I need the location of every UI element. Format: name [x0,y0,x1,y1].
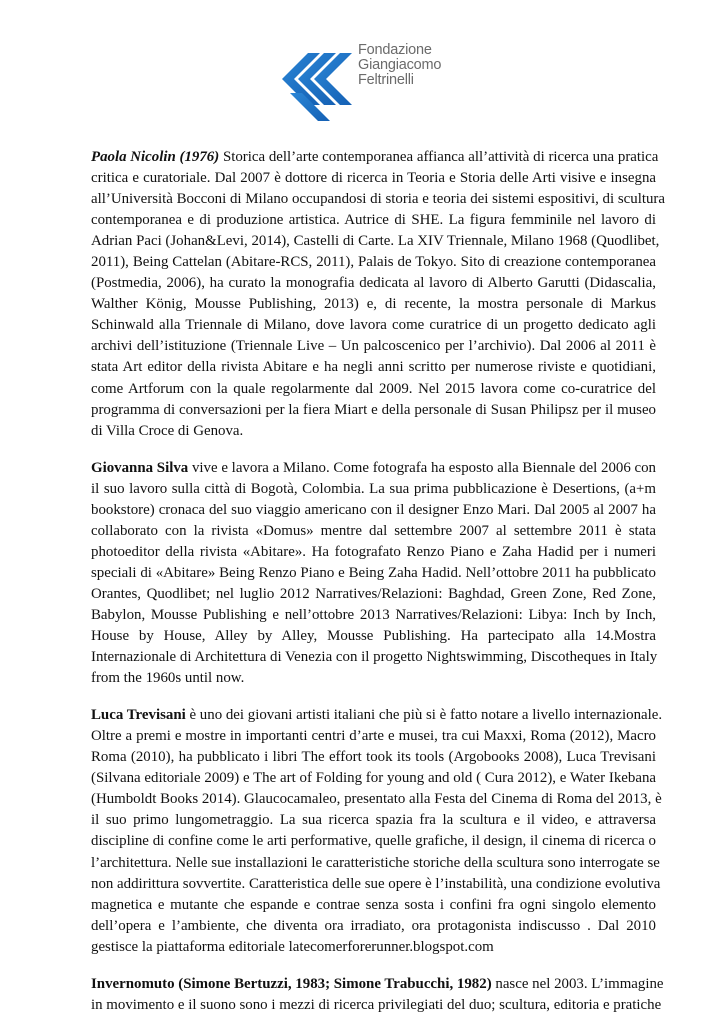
bio-paragraph [91,458,656,690]
line-text: come Artforum con la quale regolarmente dal 2009. Nel 2015 lavora come co-curatrice del [91,380,656,397]
line-text: nasce nel 2003. L’immagine [491,975,664,992]
text-line [91,252,656,273]
document-body [91,147,665,1032]
text-line [91,895,656,916]
foundation-logo [268,37,468,127]
logo-line-3: Feltrinelli [358,72,414,88]
line-text: contemporanea e di produzione artistica. Autrice di SHE. La figura femminile nel lavoro di [91,212,656,229]
line-text: l’architettura. Nelle sue installazioni le caratteristiche storiche della scultura sono interrogate se [91,854,660,871]
logo-line-2: Giangiacomo [358,57,442,73]
text-line [91,789,662,810]
line-text: stata Art editor della rivista Abitare e ha negli anni scritto per numerose riviste e quotidiani, [91,359,656,376]
line-text: il suo lavoro sulla città di Bogotà, Colombia. La sua prima pubblicazione è Desertions, (a+m [91,480,656,497]
line-text: all’Università Bocconi di Milano occupandosi di storia e teoria dei sistemi espositivi, di scultura [91,191,665,208]
text-line [91,147,659,168]
line-text: photoeditor della rivista «Abitare». Ha fotografato Renzo Piano e Zaha Hadid per i numeri [91,543,656,560]
text-line [91,210,656,231]
text-line [91,379,656,400]
line-text: Oltre a premi e mostre in importanti centri d’arte e musei, tra cui Maxxi, Roma (2012), Macro [91,728,656,745]
text-line [91,726,656,747]
line-text: programma di conversazioni per la fiera Miart e della personale di Susan Philipsz per il museo [91,401,656,418]
line-text: from the 1960s until now. [91,670,245,687]
text-line [91,458,656,479]
text-line [91,479,656,500]
line-text: di Villa Croce di Genova. [91,422,244,439]
text-line [91,605,656,626]
bio-paragraph [91,974,664,1016]
text-line [91,768,656,789]
bio-paragraph [91,147,665,442]
text-line [91,294,656,315]
text-line [91,668,656,689]
text-line [91,937,656,958]
text-line [91,853,660,874]
line-text: House by House, Alley by Alley, Mousse Publishing. Ha partecipato alla 14.Mostra [91,628,656,645]
line-text: 2011), Being Cattelan (Abitare-RCS, 2011), Palais de Tokyo. Sito di creazione contemporanea [91,254,656,271]
line-text: Storica dell’arte contemporanea affianca all’attività di ricerca una pratica [219,149,659,165]
line-text: Walther König, Mousse Publishing, 2013) e, di recente, la mostra personale di Markus [91,296,656,313]
text-line [91,542,656,563]
text-line [91,336,656,357]
line-text: Internazionale di Architettura di Venezia con il progetto Nightswimming, Discotheques in Italy [91,649,658,666]
text-line [91,168,656,189]
text-line [91,747,656,768]
logo-wordmark [358,43,441,88]
line-text: discipline di confine come le arti performative, quelle grafiche, il design, il cinema di ricerca o [91,833,656,850]
text-line [91,874,661,895]
line-text: critica e curatoriale. Dal 2007 è dottore di ricerca in Teoria e Storia delle Arti visive e insegna [91,170,656,187]
text-line [91,995,662,1016]
text-line [91,500,656,521]
line-text: non addirittura sovvertite. Caratteristica delle sue opere è l’instabilità, una condizione evolutiva [91,875,661,892]
text-line [91,810,656,831]
line-text: (Humboldt Books 2014). Glaucocamaleo, presentato alla Festa del Cinema di Roma del 2013, è [91,791,662,808]
line-text: in movimento e il suono sono i mezzi di ricerca privilegiati del duo; scultura, editoria e pratiche [91,996,662,1013]
line-text: (Postmedia, 2006), ha curato la monografia dedicata al lavoro di Alberto Garutti (Didascalia, [91,275,656,292]
text-line [91,563,656,584]
text-line [91,400,656,421]
line-text: Orantes, Quodlibet; nel luglio 2012 Narratives/Relazioni: Baghdad, Green Zone, Red Zone, [91,585,656,602]
text-line [91,315,656,336]
line-text: collaborato con la rivista «Domus» mentre dal settembre 2007 al settembre 2011 è stata [91,522,656,539]
text-line [91,521,656,542]
person-name: Luca Trevisani [91,707,186,724]
line-text: Adrian Paci (Johan&Levi, 2014), Castelli di Carte. La XIV Triennale, Milano 1968 (Quodlibet, [91,233,660,250]
line-text: speciali di «Abitare» Being Renzo Piano e Being Zaha Hadid. Nell’ottobre 2011 ha pubblicato [91,564,656,581]
line-text: vive e lavora a Milano. Come fotografa ha esposto alla Biennale del 2006 con [188,459,657,476]
bio-paragraph [91,705,663,958]
person-name: Giovanna Silva [91,459,189,476]
line-text: archivi dell’istituzione (Triennale Live – Un palcoscenico per l’archivio). Dal 2006 al 2011 è [91,338,656,355]
text-line [91,357,656,378]
text-line [91,916,656,937]
text-line [91,189,665,210]
text-line [91,584,656,605]
text-line [91,647,656,668]
line-text: (Silvana editoriale 2009) e The art of Folding for young and old ( Cura 2012), e Water Ikebana [91,770,656,787]
line-text: il suo primo lungometraggio. La sua ricerca spazia fra la scultura e il video, e attraversa [91,812,656,829]
text-line [91,273,656,294]
text-line [91,421,656,442]
line-text: bookstore) cronaca del suo viaggio americano con il designer Enzo Mari. Dal 2005 al 2007 ha [91,501,656,518]
text-line [91,231,660,252]
line-text: Schinwald alla Triennale di Milano, dove lavora come curatrice di un progetto dedicato agli [91,317,656,334]
text-line [91,831,656,852]
logo-line-1: Fondazione [358,42,432,58]
line-text: dell’opera e l’ambiente, che diventa ora irradiato, ora protagonista indiscusso . Dal 2010 [91,917,656,934]
line-text: gestisce la piattaforma editoriale latecomerforerunner.blogspot.com [91,938,494,955]
line-text: magnetica e mutante che espande e contrae senza sosta i confini fra ogni singolo elemento [91,896,656,913]
line-text: Babylon, Mousse Publishing e nell’ottobre 2013 Narratives/Relazioni: Libya: Inch by Inch, [91,606,656,623]
line-text: Roma (2010), ha pubblicato i libri The effort took its tools (Argobooks 2008), Luca Trevisani [91,749,656,766]
text-line [91,626,656,647]
text-line [91,705,663,726]
person-name: Invernomuto (Simone Bertuzzi, 1983; Simone Trabucchi, 1982) [91,975,492,992]
logo-mark-icon [268,37,358,127]
text-line [91,974,664,995]
person-name: Paola Nicolin (1976) [91,149,220,165]
line-text: è uno dei giovani artisti italiani che più si è fatto notare a livello internazionale. [185,707,663,724]
